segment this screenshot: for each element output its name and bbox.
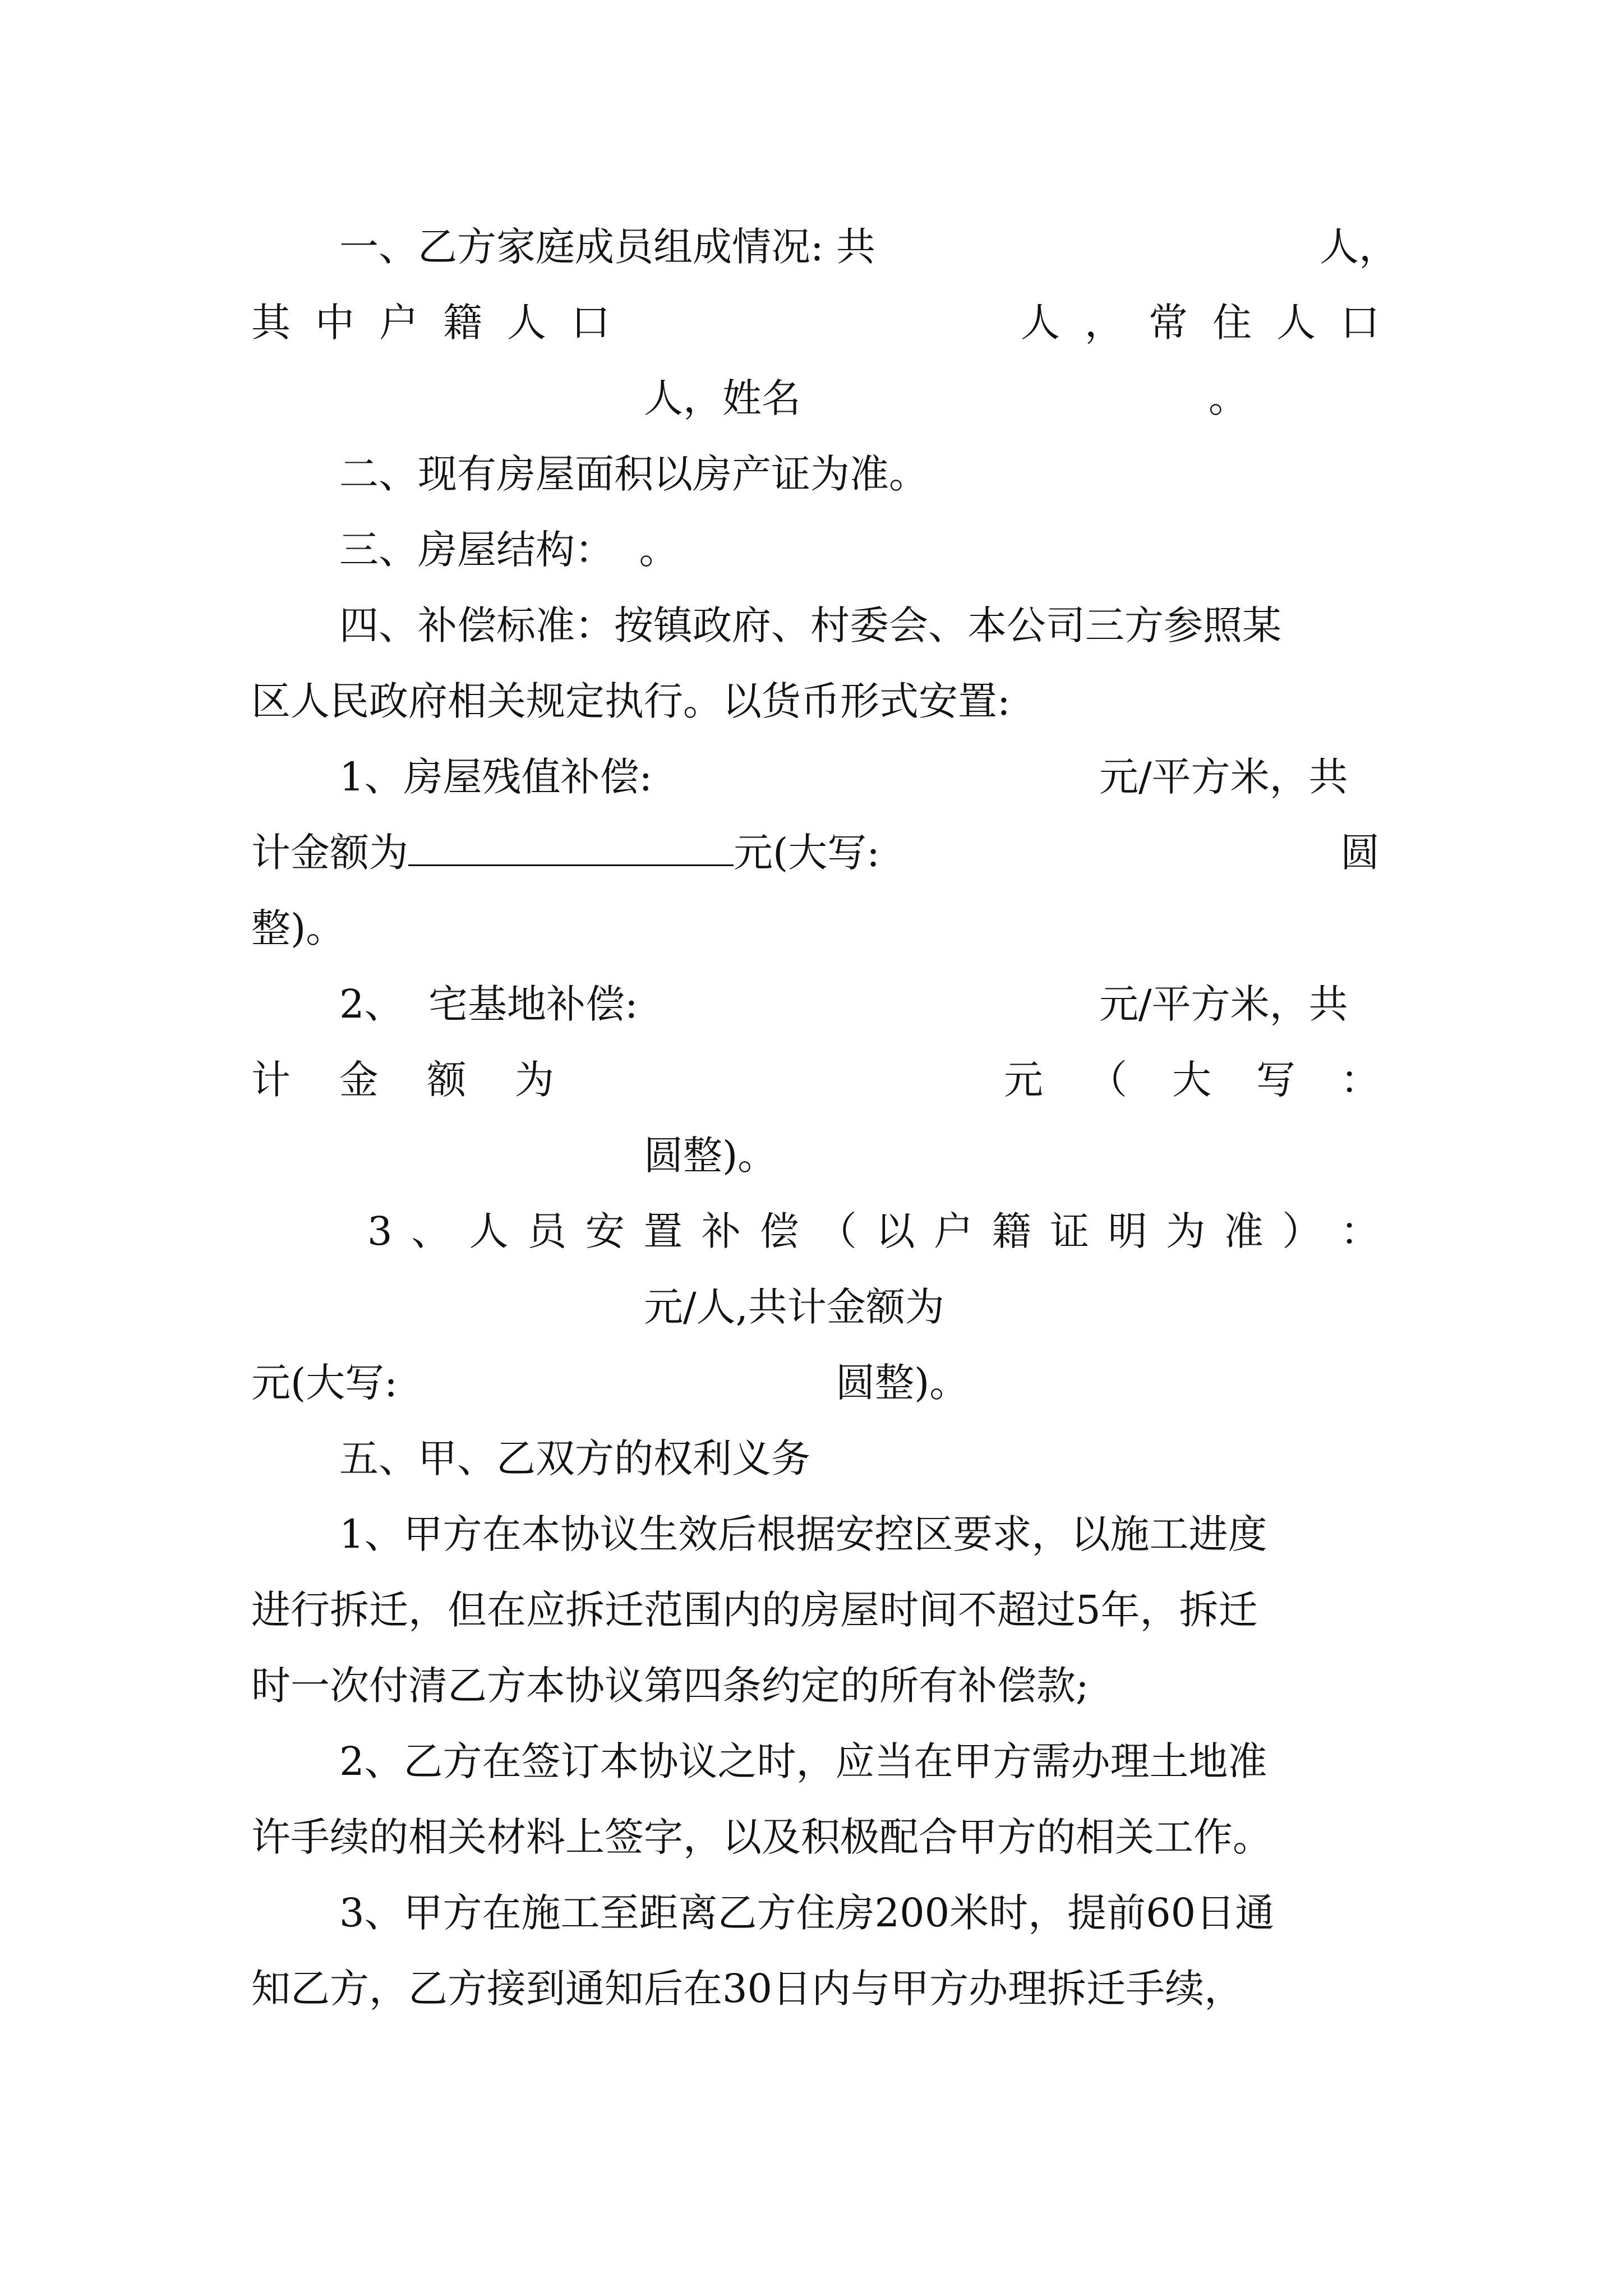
section2-line: 二、现有房屋面积以房产证为准。: [339, 451, 928, 497]
section4-line2: 区人民政府相关规定执行。以货币形式安置:: [251, 678, 1011, 724]
char: 口: [1340, 300, 1380, 346]
char: 证: [1050, 1208, 1090, 1254]
char: 额: [427, 1057, 467, 1103]
char: 籍: [992, 1208, 1031, 1254]
section5-p2-line2: 许手续的相关材料上签字，以及积极配合甲方的相关工作。: [251, 1814, 1272, 1860]
char: ：: [1340, 1057, 1380, 1103]
char: 口: [571, 300, 610, 346]
item2-line2-left: [251, 1052, 554, 1108]
char: ：: [1340, 1208, 1380, 1254]
char: 安: [585, 1208, 625, 1254]
item2-line1-end: 元/平方米，共: [1099, 981, 1348, 1027]
char: 补: [701, 1208, 741, 1254]
item2-line3: 圆整)。: [644, 1133, 777, 1179]
char: 准: [1224, 1208, 1264, 1254]
char: 置: [643, 1208, 683, 1254]
char: 3: [367, 1208, 393, 1254]
char: 户: [379, 300, 418, 346]
char: 计: [251, 1057, 291, 1103]
char: 金: [339, 1057, 379, 1103]
item1-line2-end: 圆: [1340, 830, 1380, 876]
section1-line1-end: 人，: [1320, 224, 1398, 270]
section3-line: 三、房屋结构： 。: [339, 527, 679, 573]
item2-line2-right: [1004, 1052, 1380, 1108]
char: 常: [1149, 300, 1188, 346]
char: 人: [1021, 300, 1060, 346]
item1-line1: 1、房屋残值补偿:: [339, 754, 653, 800]
char: ，: [1085, 300, 1124, 346]
section5-title: 五、甲、乙双方的权利义务: [339, 1435, 810, 1481]
char: 人: [507, 300, 546, 346]
char: 偿: [759, 1208, 799, 1254]
char: 元: [1004, 1057, 1043, 1103]
item1-line2: [251, 825, 880, 881]
char: 户: [934, 1208, 974, 1254]
section1-line1: 一、乙方家庭成员组成情况: 共: [339, 224, 875, 270]
char: 为: [514, 1057, 554, 1103]
item3-line2: 元/人,共计金额为: [644, 1284, 944, 1330]
char: ）: [1282, 1208, 1322, 1254]
section1-line2-right: [1021, 295, 1380, 351]
char: 大: [1172, 1057, 1211, 1103]
char: 写: [1256, 1057, 1295, 1103]
char: 、: [411, 1208, 451, 1254]
section1-line3-end: 。: [1209, 375, 1248, 421]
section1-line3: 人，姓名: [644, 375, 801, 421]
char: （: [817, 1208, 857, 1254]
section5-p1-line1: 1、甲方在本协议生效后根据安控区要求，以施工进度: [339, 1511, 1267, 1557]
section5-p1-line3: 时一次付清乙方本协议第四条约定的所有补偿款;: [251, 1663, 1089, 1709]
item1-line3: 整)。: [251, 905, 345, 951]
amount-blank-line: [408, 830, 734, 866]
item3-line3-end: 圆整)。: [836, 1360, 969, 1406]
item1-amount-label: 计金额为: [251, 830, 408, 876]
section5-p1-line2: 进行拆迁，但在应拆迁范围内的房屋时间不超过5年，拆迁: [251, 1587, 1258, 1633]
item1-line1-end: 元/平方米，共: [1099, 754, 1348, 800]
char: 明: [1108, 1208, 1147, 1254]
section5-p3-line1: 3、甲方在施工至距离乙方住房200米时，提前60日通: [339, 1890, 1275, 1936]
item3-line1: [367, 1203, 1380, 1259]
char: 籍: [443, 300, 482, 346]
item3-line3: 元(大写:: [251, 1360, 398, 1406]
section5-p2-line1: 2、乙方在签订本协议之时，应当在甲方需办理土地准: [339, 1738, 1267, 1784]
char: 中: [315, 300, 354, 346]
char: 人: [1276, 300, 1316, 346]
item1-uppercase-label: 元(大写:: [734, 830, 880, 876]
item2-line1: 2、 宅基地补偿:: [339, 981, 638, 1027]
char: （: [1088, 1057, 1127, 1103]
char: 住: [1212, 300, 1252, 346]
char: 人: [469, 1208, 509, 1254]
char: 其: [251, 300, 291, 346]
section5-p3-line2: 知乙方，乙方接到通知后在30日内与甲方办理拆迁手续，: [251, 1966, 1244, 2012]
section4-line1: 四、补偿标准：按镇政府、村委会、本公司三方参照某: [339, 602, 1281, 648]
char: 以: [875, 1208, 915, 1254]
char: 为: [1166, 1208, 1206, 1254]
char: 员: [527, 1208, 567, 1254]
section1-line2-left: [251, 295, 610, 351]
